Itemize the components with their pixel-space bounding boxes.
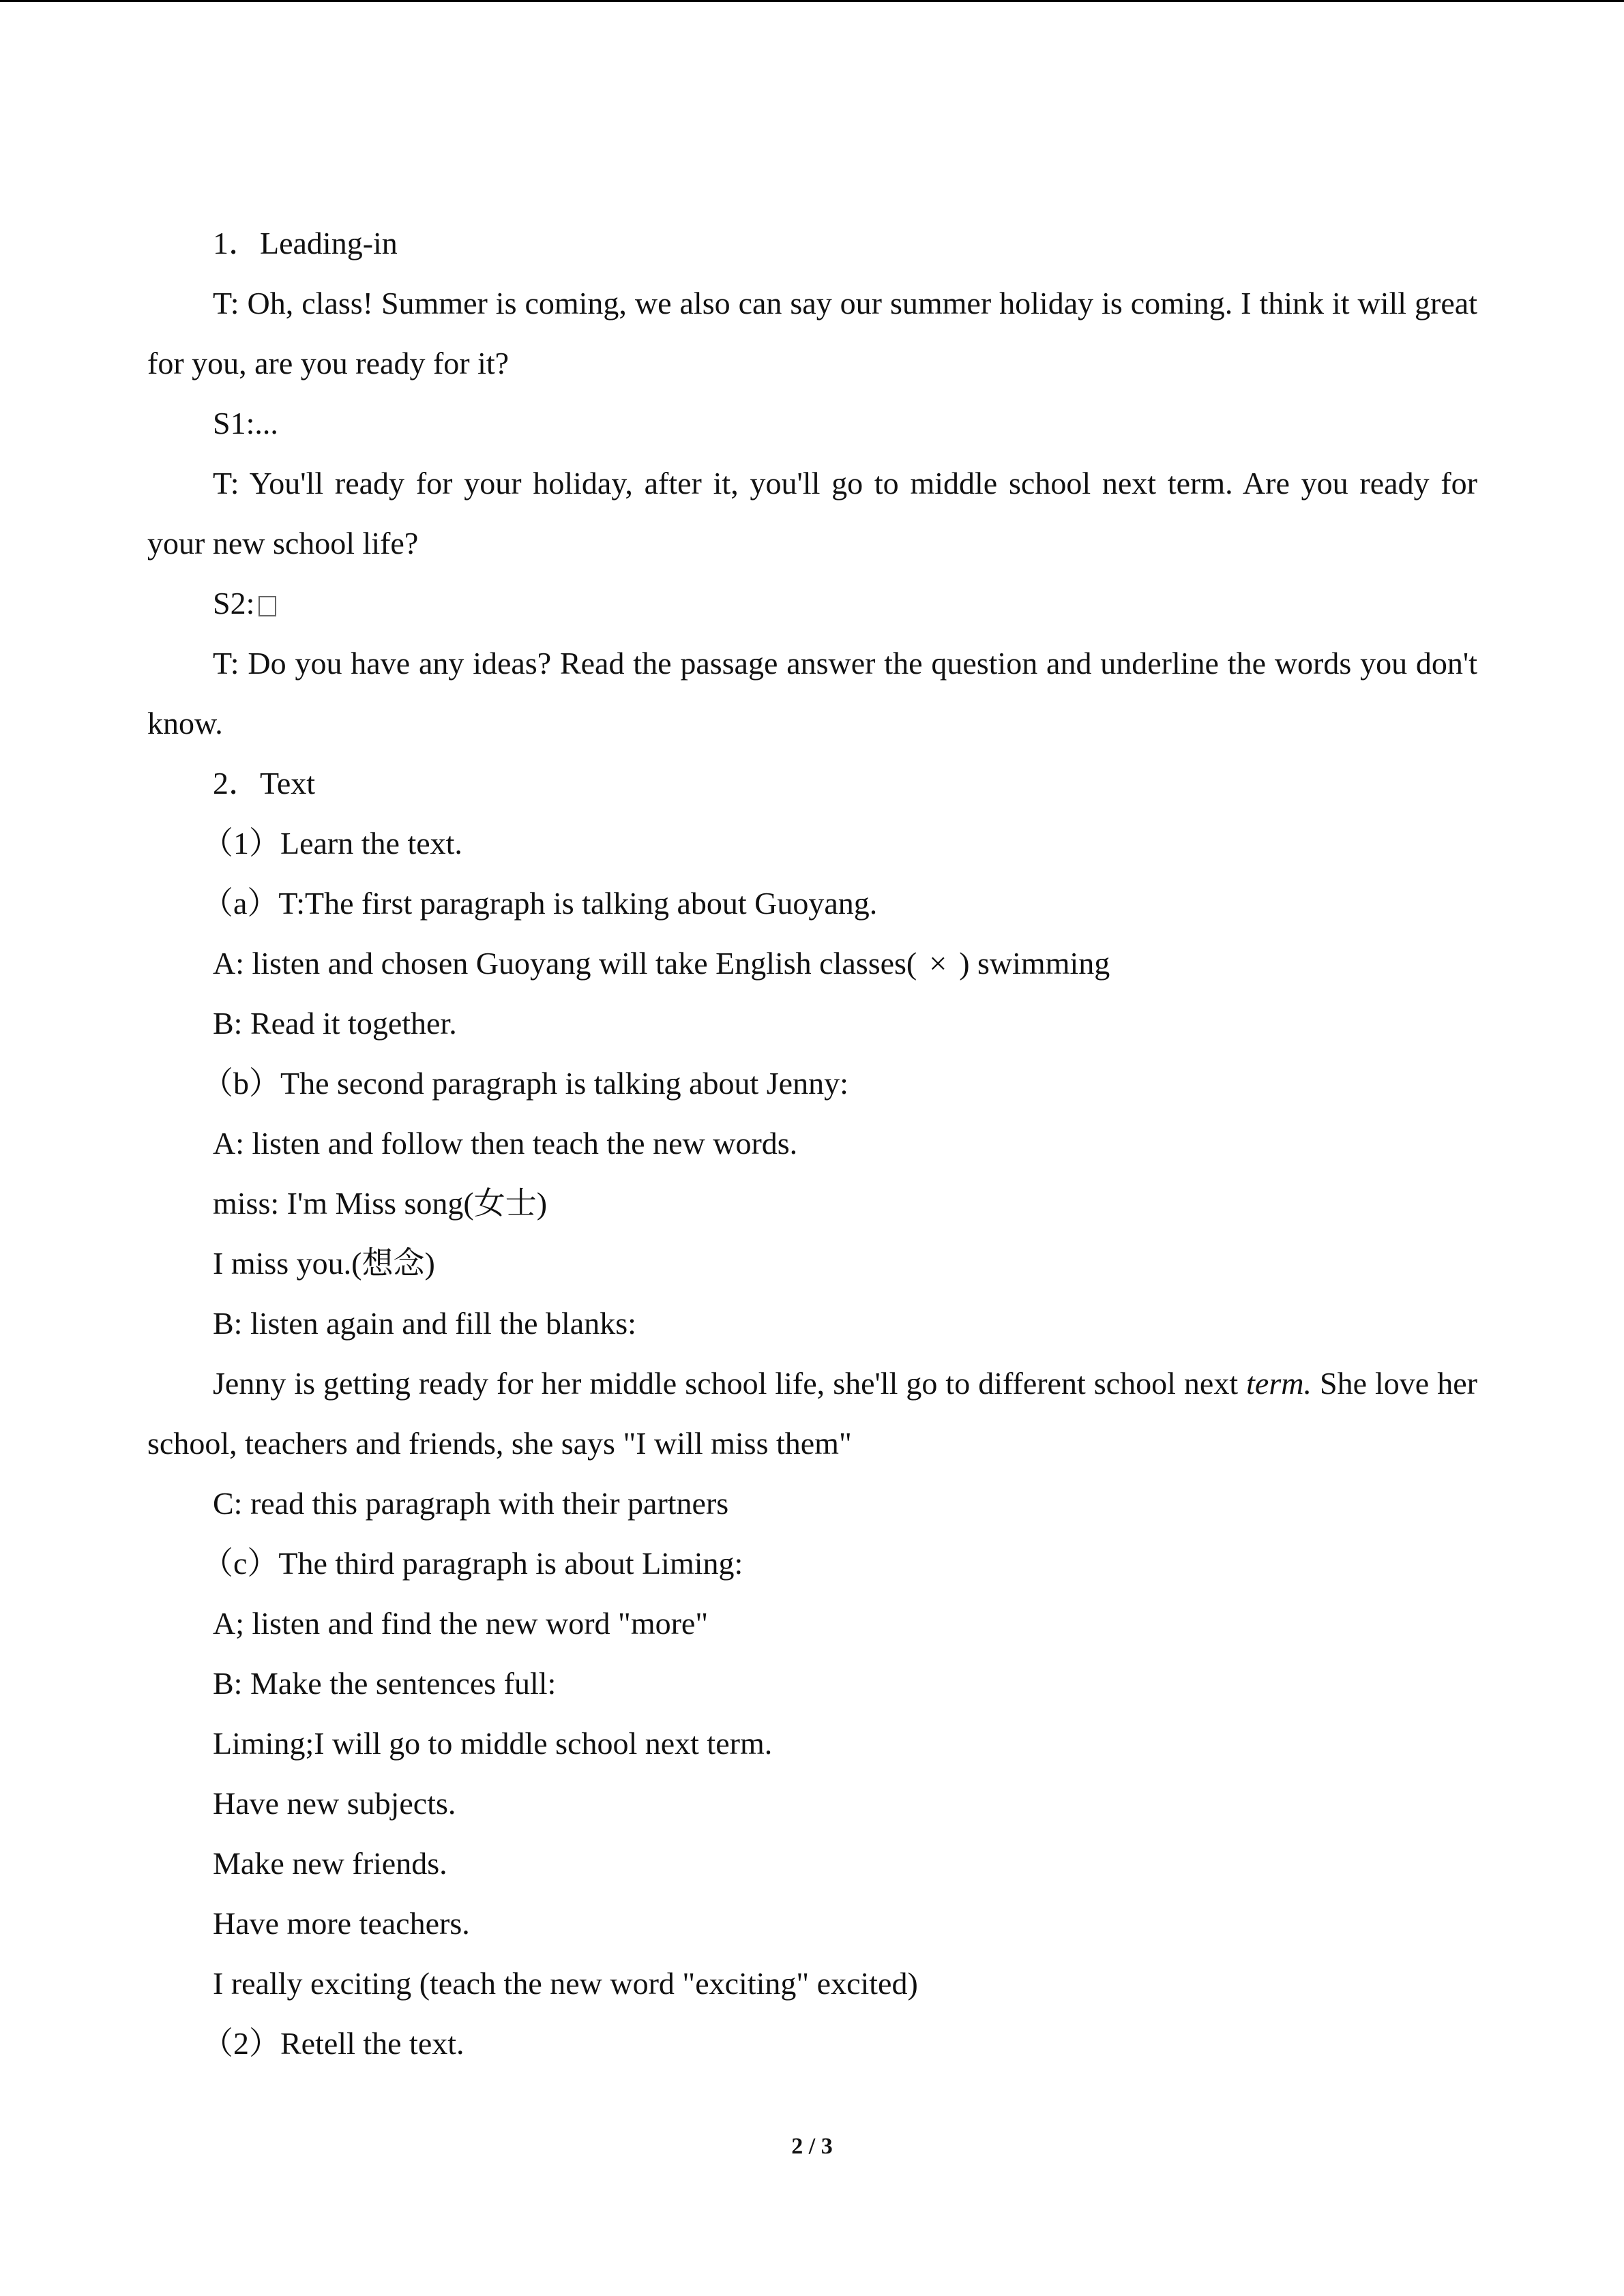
step-c-liming: （c）The third paragraph is about Liming:: [202, 1546, 743, 1581]
step-retell-text: （2）Retell the text.: [202, 2026, 464, 2061]
sentence-new-friends: Make new friends.: [213, 1846, 447, 1881]
heading-text: 2．Text: [213, 766, 316, 801]
student-reply-s1: S1:...: [213, 406, 278, 441]
jenny-text-end: She love her school, teachers and friends, she says "I will miss them": [147, 1366, 1477, 1461]
sentence-exciting: I really exciting (teach the new word "exciting" excited): [213, 1966, 918, 2001]
student-reply-s2: [147, 573, 1477, 633]
choose-text-start: A: listen and chosen Guoyang will take English classes(: [213, 946, 917, 981]
step-b-read-together: B: Read it together.: [213, 1006, 457, 1041]
page-number: 2 / 3: [791, 2134, 833, 2159]
step-a-guoyang: （a）T:The first paragraph is talking about Guoyang.: [202, 886, 878, 921]
step-fill-blanks: B: listen again and fill the blanks:: [213, 1306, 636, 1341]
sentence-more-teachers: Have more teachers.: [213, 1906, 470, 1941]
heading-leading-in: 1．Leading-in: [213, 226, 398, 260]
sentence-middle-school: Liming;I will go to middle school next term.: [213, 1726, 773, 1761]
paragraph-jenny: [147, 1354, 1477, 1474]
s2-label: S2:: [213, 586, 255, 621]
jenny-term-word: term.: [1246, 1366, 1312, 1401]
cross-mark: ×: [929, 946, 947, 981]
document-body: [147, 213, 1477, 2074]
top-border-line: [0, 0, 1624, 2]
word-miss-lady: miss: I'm Miss song(女士): [213, 1186, 548, 1221]
step-b-jenny: （b）The second paragraph is talking about Jenny:: [202, 1066, 848, 1101]
step-a-listen-choose: [147, 934, 1477, 994]
choose-text-end: ) swimming: [959, 946, 1110, 981]
jenny-text-start: Jenny is getting ready for her middle school life, she'll go to different school next: [213, 1366, 1247, 1401]
paragraph-teacher-ideas: T: Do you have any ideas? Read the passage answer the question and underline the words you don't know.: [147, 646, 1477, 741]
sentence-new-subjects: Have new subjects.: [213, 1786, 456, 1821]
step-find-more: A; listen and find the new word "more": [213, 1606, 709, 1641]
paragraph-teacher-summer: T: Oh, class! Summer is coming, we also can say our summer holiday is coming. I think it will great for you, are you ready for it?: [147, 286, 1477, 381]
step-listen-follow: A: listen and follow then teach the new words.: [213, 1126, 798, 1161]
step-read-partners: C: read this paragraph with their partners: [213, 1486, 729, 1521]
paragraph-teacher-school-life: T: You'll ready for your holiday, after it, you'll go to middle school next term. Are you ready for your new school life?: [147, 466, 1477, 561]
step-make-sentences: B: Make the sentences full:: [213, 1666, 557, 1701]
step-learn-text: （1）Learn the text.: [202, 826, 462, 861]
empty-box-glyph: [259, 596, 276, 616]
word-miss-verb: I miss you.(想念): [213, 1246, 435, 1281]
